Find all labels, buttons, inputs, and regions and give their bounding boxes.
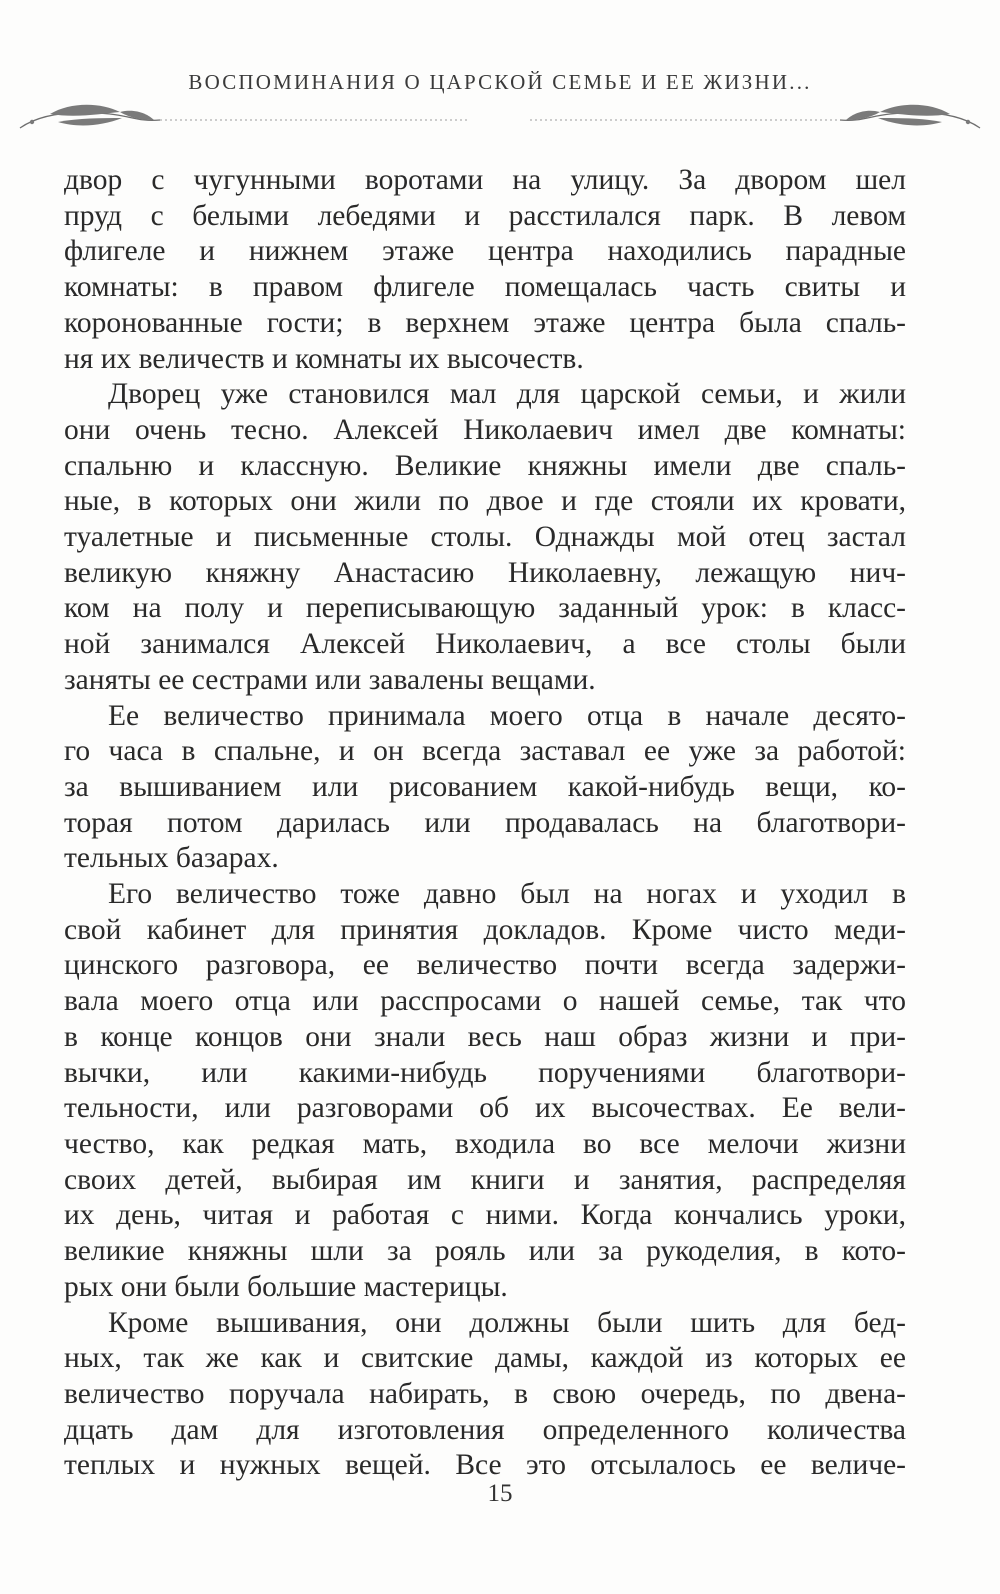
text-line: великую княжну Анастасию Николаевну, лежащую нич- (64, 556, 906, 589)
text-line: великие княжны шли за рояль или за рукоделия, в кото- (64, 1235, 906, 1268)
text-line: Кроме вышивания, они должны были шить для бед- (108, 1306, 906, 1339)
body-text (64, 163, 906, 1484)
text-line: Его величество тоже давно был на ногах и уходил в (108, 878, 906, 911)
text-line: ня их величеств и комнаты их высочеств. (64, 342, 584, 375)
text-line: тельности, или разговорами об их высочествах. Ее вели- (64, 1092, 906, 1125)
text-line: дцать дам для изготовления определенного количества (64, 1413, 906, 1446)
text-line: цинского разговора, ее величество почти всегда задержи- (64, 949, 906, 982)
running-head: ВОСПОМИНАНИЯ О ЦАРСКОЙ СЕМЬЕ И ЕЕ ЖИЗНИ... (188, 70, 812, 94)
text-line: заняты ее сестрами или завалены вещами. (64, 663, 596, 696)
text-line: Ее величество принимала моего отца в начале десято- (108, 699, 906, 732)
text-line: комнаты: в правом флигеле помещалась часть свиты и (64, 271, 906, 304)
text-line: своих детей, выбирая им книги и занятия, распределяя (64, 1163, 906, 1196)
text-line: пруд с белыми лебедями и расстилался парк. В левом (64, 199, 906, 232)
paragraph-3 (64, 699, 906, 878)
text-line: коронованные гости; в верхнем этаже центра была спаль- (64, 306, 906, 339)
text-line: вычки, или какими-нибудь поручениями благотвори- (64, 1056, 906, 1089)
text-line: чество, как редкая мать, входила во все мелочи жизни (64, 1127, 906, 1160)
leaf-flourish-divider-icon (10, 100, 990, 140)
text-line: ные, в которых они жили по двое и где стояли их кровати, (64, 485, 906, 518)
text-line: флигеле и нижнем этаже центра находились парадные (64, 235, 906, 268)
text-line: они очень тесно. Алексей Николаевич имел две комнаты: (64, 413, 906, 446)
text-line: их день, читая и работая с ними. Когда кончались уроки, (64, 1199, 906, 1232)
page-number: 15 (487, 1480, 513, 1507)
text-line: за вышиванием или рисованием какой-нибудь вещи, ко- (64, 770, 906, 803)
text-line: свой кабинет для принятия докладов. Кроме чисто меди- (64, 913, 906, 946)
text-line: го часа в спальне, и он всегда заставал ее уже за работой: (64, 735, 906, 768)
text-line: торая потом дарилась или продавалась на благотвори- (64, 806, 906, 839)
text-line: теплых и нужных вещей. Все это отсылалось ее величе- (64, 1449, 906, 1482)
text-line: тельных базарах. (64, 842, 279, 875)
text-line: ных, так же как и свитские дамы, каждой из которых ее (64, 1342, 906, 1375)
paragraph-4 (64, 877, 906, 1305)
text-line: в конце концов они знали весь наш образ жизни и при- (64, 1020, 906, 1053)
text-line: Дворец уже становился мал для царской семьи, и жили (108, 378, 906, 411)
text-line: рых они были большие мастерицы. (64, 1270, 508, 1303)
paragraph-2 (64, 377, 906, 698)
text-line: величество поручала набирать, в свою очередь, по двена- (64, 1377, 906, 1410)
text-line: вала моего отца или расспросами о нашей семье, так что (64, 985, 906, 1018)
paragraph-1 (64, 163, 906, 377)
text-line: туалетные и письменные столы. Однажды мой отец застал (64, 521, 906, 554)
text-line: ком на полу и переписывающую заданный урок: в класс- (64, 592, 906, 625)
text-line: ной занимался Алексей Николаевич, а все столы были (64, 628, 906, 661)
paragraph-5 (64, 1306, 906, 1485)
text-line: спальню и классную. Великие княжны имели две спаль- (64, 449, 906, 482)
text-line: двор с чугунными воротами на улицу. За двором шел (64, 164, 906, 196)
